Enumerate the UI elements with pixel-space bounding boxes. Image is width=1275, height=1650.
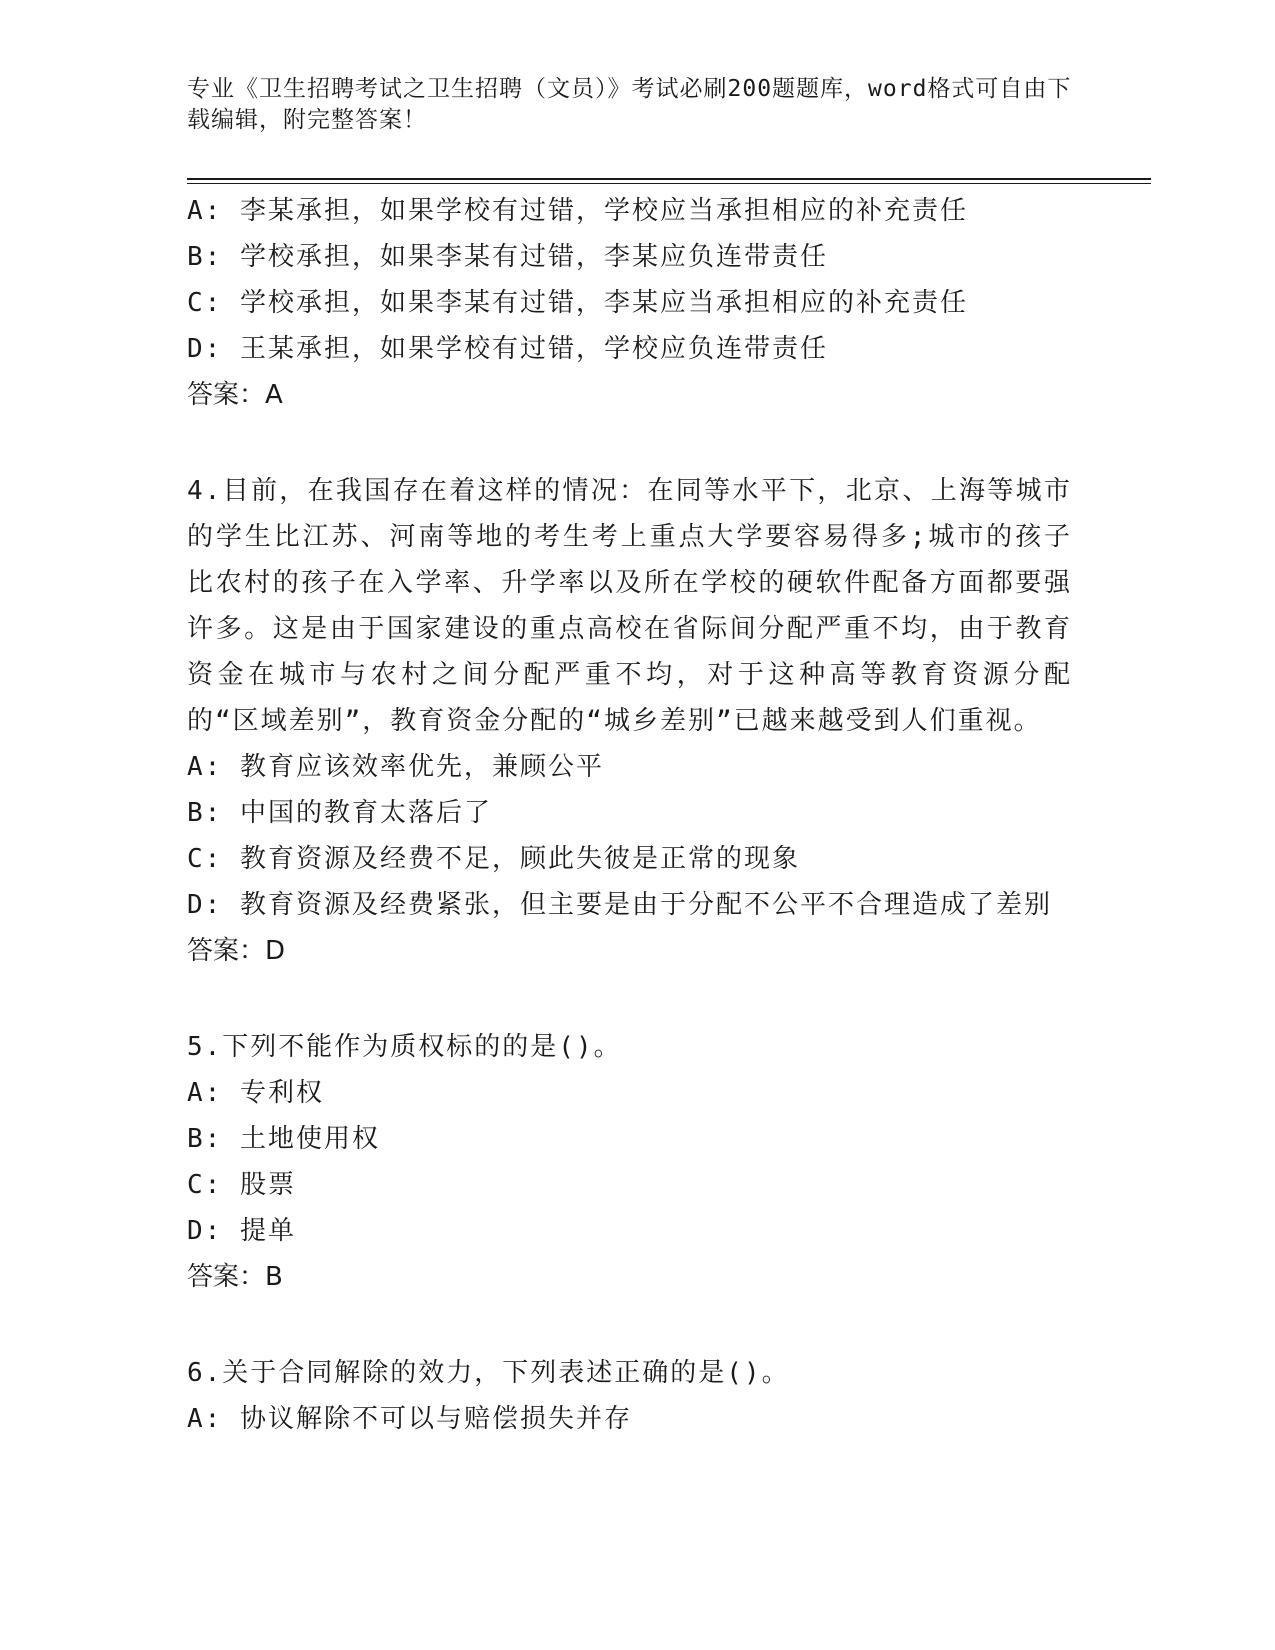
header-rule-thin bbox=[187, 183, 1151, 184]
option-c: C: 教育资源及经费不足，顾此失彼是正常的现象 bbox=[187, 844, 800, 874]
question-4 bbox=[187, 468, 1087, 974]
document-header: 专业《卫生招聘考试之卫生招聘（文员）》考试必刷200题题库，word格式可自由下载编辑，附完整答案！ bbox=[187, 76, 1072, 133]
answer: 答案：D bbox=[187, 936, 286, 966]
header-rule-thick bbox=[187, 178, 1151, 180]
option-d: D: 提单 bbox=[187, 1216, 296, 1246]
question-stem: 6.关于合同解除的效力，下列表述正确的是()。 bbox=[187, 1358, 790, 1388]
question-6 bbox=[187, 1350, 1087, 1442]
question-3 bbox=[187, 188, 1087, 418]
option-b: B: 中国的教育太落后了 bbox=[187, 798, 492, 828]
option-d: D: 教育资源及经费紧张，但主要是由于分配不公平不合理造成了差别 bbox=[187, 890, 1052, 920]
question-stem: 5.下列不能作为质权标的的是()。 bbox=[187, 1032, 622, 1062]
option-a: A: 专利权 bbox=[187, 1078, 324, 1108]
option-b: B: 土地使用权 bbox=[187, 1124, 380, 1154]
option-d: D: 王某承担，如果学校有过错，学校应负连带责任 bbox=[187, 334, 828, 364]
question-stem: 4.目前，在我国存在着这样的情况：在同等水平下，北京、上海等城市的学生比江苏、河南等地的考生考上重点大学要容易得多;城市的孩子比农村的孩子在入学率、升学率以及所在学校的硬软件配备方面都要强许多。这是由于国家建设的重点高校在省际间分配严重不均，由于教育资金在城市与农村之间分配严重不均，对于这种高等教育资源分配的“区域差别”，教育资金分配的“城乡差别”已越来越受到人们重视。 bbox=[187, 476, 1072, 736]
option-a: A: 协议解除不可以与赔偿损失并存 bbox=[187, 1404, 632, 1434]
answer: 答案：A bbox=[187, 380, 283, 410]
option-c: C: 学校承担，如果李某有过错，李某应当承担相应的补充责任 bbox=[187, 288, 968, 318]
option-c: C: 股票 bbox=[187, 1170, 296, 1200]
option-a: A: 李某承担，如果学校有过错，学校应当承担相应的补充责任 bbox=[187, 196, 968, 226]
question-list bbox=[187, 188, 1087, 1442]
option-b: B: 学校承担，如果李某有过错，李某应负连带责任 bbox=[187, 242, 828, 272]
question-5 bbox=[187, 1024, 1087, 1300]
option-a: A: 教育应该效率优先，兼顾公平 bbox=[187, 752, 604, 782]
answer: 答案：B bbox=[187, 1262, 283, 1292]
